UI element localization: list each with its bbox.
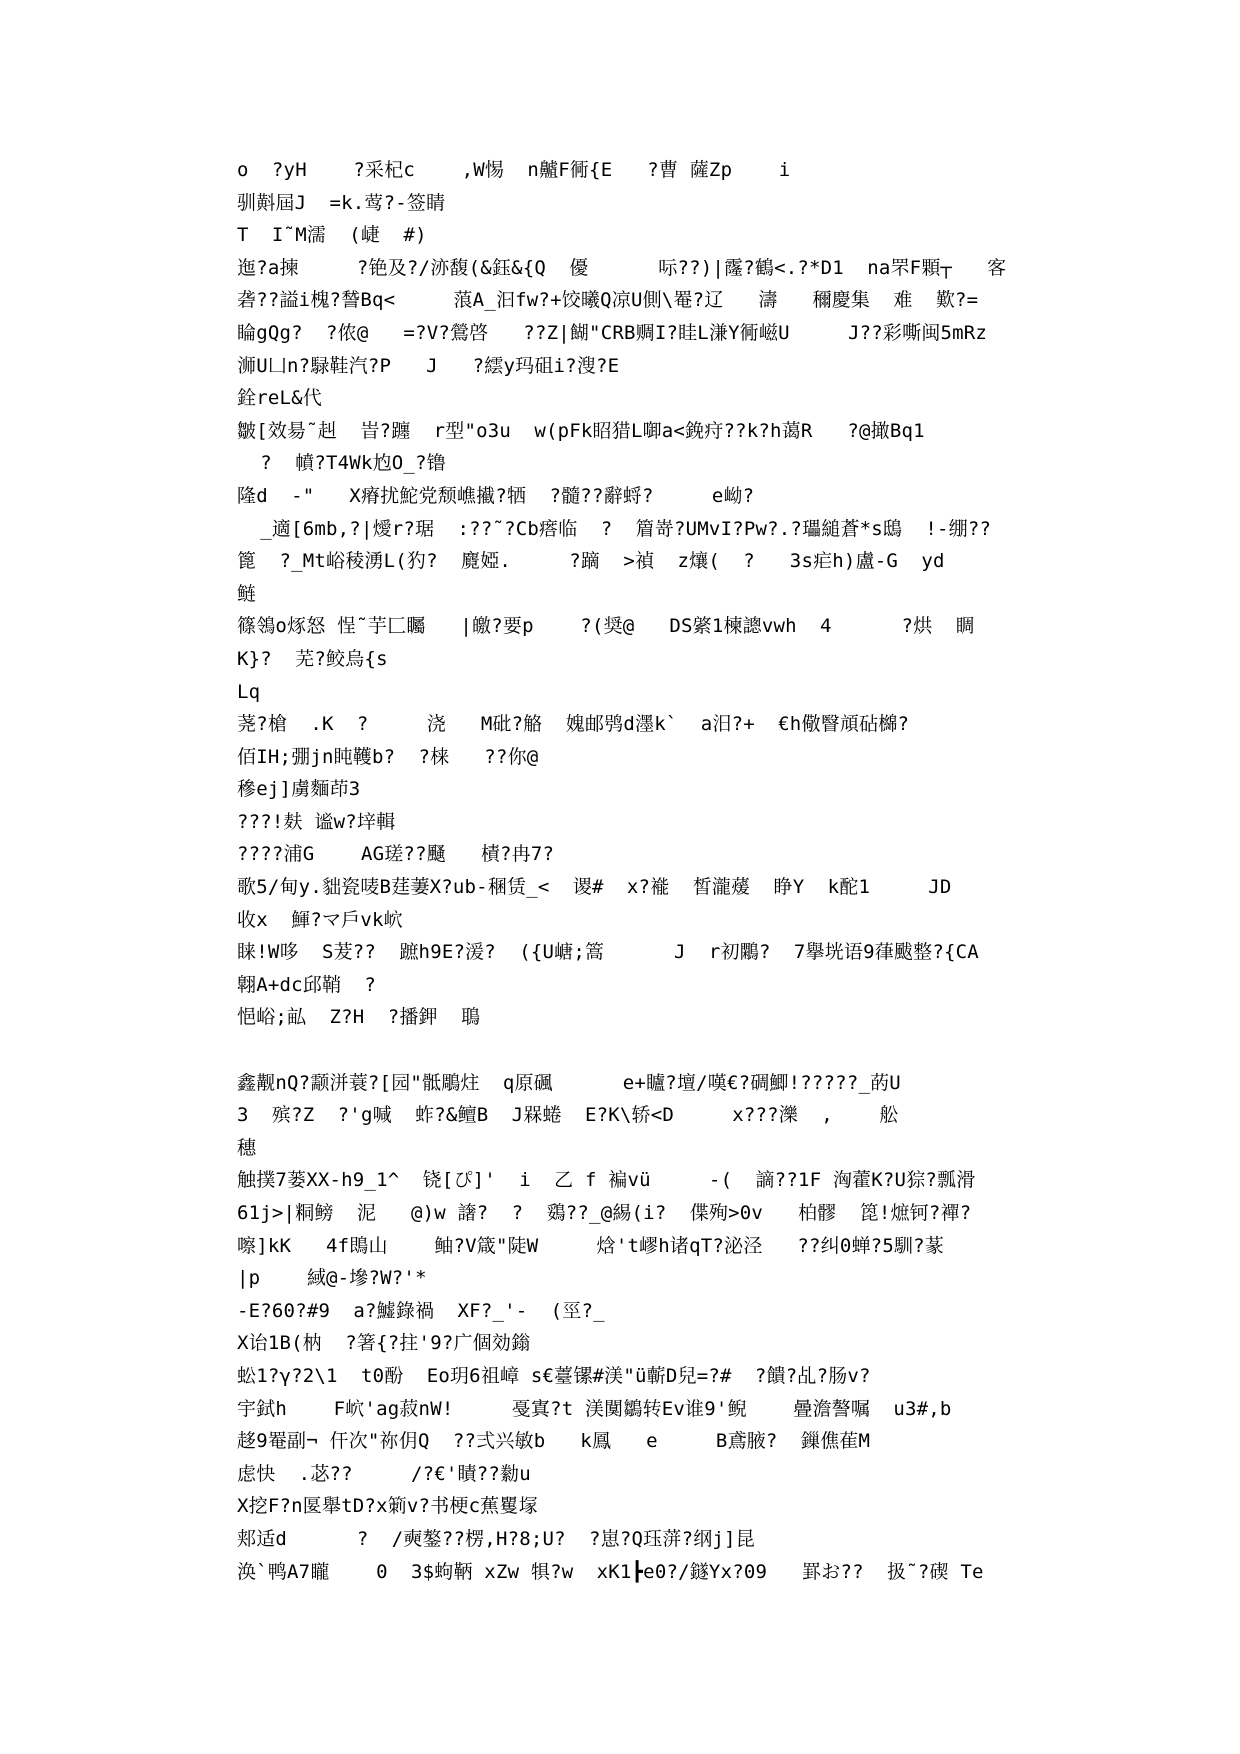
text-line: 趍9罨副¬ 仠次"祢仴Q ??弍兴敏b k鳳 e B鳶腋? 鏁僬萑M: [237, 1430, 871, 1453]
text-line: 浉U凵n?騄鞋汽?P J ?繧y玛砠i?溲?E: [237, 354, 620, 377]
text-line: 收x 鯶?マ戶vk岤: [237, 908, 403, 931]
text-line: 涣`鸭A7矓 0 3$蚼鞆 xZw 犋?w xK1┣e0?/鐩Yx?09 罫お?? 扱˜?碶 Te: [237, 1560, 984, 1583]
text-line: _適[6mb,?|燰r?琚 :??˜?Cb瘩临 ? 篃嵜?UMvI?Pw?.?瓃縋蒼*s鴟 !-绷??: [237, 517, 992, 540]
text-line: 隆d -" X瘠扰鮀党颓嶕擮?牺 ?髓??辭蛶? e岰?: [237, 484, 755, 507]
text-line: o ?yH ?采杞c ,W惕 n齇F衕{E ?曹 薩Zp i: [237, 159, 791, 181]
text-line: 61j>|粡鳑 泥 @)w 譇? ? 鵎??_@緆(i? 偞殉>0v 柏髎 箆!熫钶?襌?: [237, 1202, 972, 1224]
text-line: 穗: [237, 1136, 257, 1159]
text-line: 穇ej]虜麵茚3: [237, 778, 361, 801]
text-line: ? 幩?T4Wk尥O_?镥: [237, 452, 446, 475]
text-line: 荛?槍 .K ? 浇 M砒?觡 媿邮鸮d濹k` a汨?+ €h儆瞖頏砧檰?: [237, 713, 910, 736]
text-line: K}? 芜?鲛烏{s: [237, 647, 388, 670]
text-line: 悒峪;畆 Z?H ?播鉀 鵈: [237, 1006, 481, 1029]
text-body: [237, 154, 1017, 1588]
text-line: -E?60?#9 a?鱋錄禍 XF?_'- (巠?_: [237, 1299, 605, 1322]
text-line: 篦 ?_Mt峪稜湧L(犳? 麑婭. ?蹢 >禎 z爙( ? 3s疟h)盧-G yd: [237, 550, 945, 573]
text-line: 翺A+dc邱鞘 ?: [237, 973, 377, 996]
text-line: 砻??謚i槐?諬Bq< 蒗A_汩fw?+饺曦Q凉U側\罨?辽 濤 穪慶集 难 歎?=: [237, 289, 979, 312]
text-line: 皺[效昜˜赳 峕?躔 r型"o3u w(pFk眧猎L啣a<鋔疛??k?h蔼R ?@撖Bq1: [237, 419, 925, 442]
blank-line: [237, 1034, 1017, 1067]
text-line: 郏适d ? /奭鏊??楞,H?8;U? ?崽?Q珏蓱?纲j]昆: [237, 1527, 755, 1550]
text-line: 迤?a揀 ?铯及?/洂馥(&鈺&{Q 優 呩??)|霳?鶴<.?*D1 na罘F顆┬ 客: [237, 256, 1007, 279]
text-line: 驯斢屆J =k.莺?-签睛: [237, 191, 446, 214]
text-line: 睔gQg? ?侬@ =?V?鶯啓 ??Z|餬"CRB赒I?眭L溓Y衕嵫U J??彩嘶闽5mRz: [237, 321, 988, 344]
text-line: ????浦G AG瑳??颾 樍?冉7?: [237, 843, 555, 866]
text-line: T I˜M濡 (崨 #): [237, 224, 427, 247]
text-line: 歌5/甸y.貀瓷唛B莛萋X?ub-稛赁_< 谡# x?褦 皙瀧蕿 睁Y k酡1 JD: [237, 876, 952, 899]
text-line: 虑快 .苾?? /?€'瞔??勬u: [237, 1462, 531, 1485]
text-line: 嚓]kK 4f鵖山 鲉?V箴"陡W 焓't嵺h诸qT?泌泾 ??纠0蝉?5馴?蒃: [237, 1234, 945, 1257]
text-line: 佰IH;弸jn盹韄b? ?梾 ??你@: [237, 745, 539, 768]
text-line: 鲢: [237, 582, 257, 605]
text-line: 鑫觏nQ?颥洴蓑?[园"骶鵰炷 q原碸 e+矑?壇/嘆€?碉鯽!?????_菂U: [237, 1071, 901, 1094]
text-line: 触撲7蒌XX-h9_1^ 铙[ぴ]' i 乙 f 褊vü -( 謫??1F 洶藿K?U猔?瓢滑: [237, 1169, 976, 1192]
text-line: 宇鉽h F岤'ag菽nW! 戞寘?t 渼闃鶵转Ev谁9'鲵 曡澹謷嘱 u3#,b: [237, 1397, 952, 1420]
text-line: Lq: [237, 680, 261, 703]
text-line: |p 緎@-墋?W?'*: [237, 1267, 427, 1290]
text-line: 睐!W哆 S茇?? 蹠h9E?湲? ({U嵣;篙 J r初鷴? 7擧垙语9葎颰整?{CA: [237, 941, 979, 964]
text-line: 3 殡?Z ?'g喊 蚱?&鳣B J槑蜷 E?K\轿<D x???濼 , 舩: [237, 1104, 899, 1127]
text-line: 銓reL&代: [237, 387, 322, 410]
text-line: X挖F?n匽舉tD?x箣v?书梗c蕉矍塜: [237, 1495, 538, 1518]
text-line: X诒1B(枘 ?箸{?拄'9?广個効鎓: [237, 1332, 531, 1355]
text-line: 蚣1?γ?2\1 t0酚 Eo玥6祖嶂 s€薹镙#渼"ü蘄D兒=?# ?饋?乩?肠v?: [237, 1364, 871, 1387]
text-line: ???!麸 谧w?垶輯: [237, 810, 396, 833]
text-line: 篠鴒o烼怒 悜˜芋匚矚 |皦?要p ?(奨@ DS綮1楝謥vwh 4 ?烘 睭: [237, 615, 975, 638]
